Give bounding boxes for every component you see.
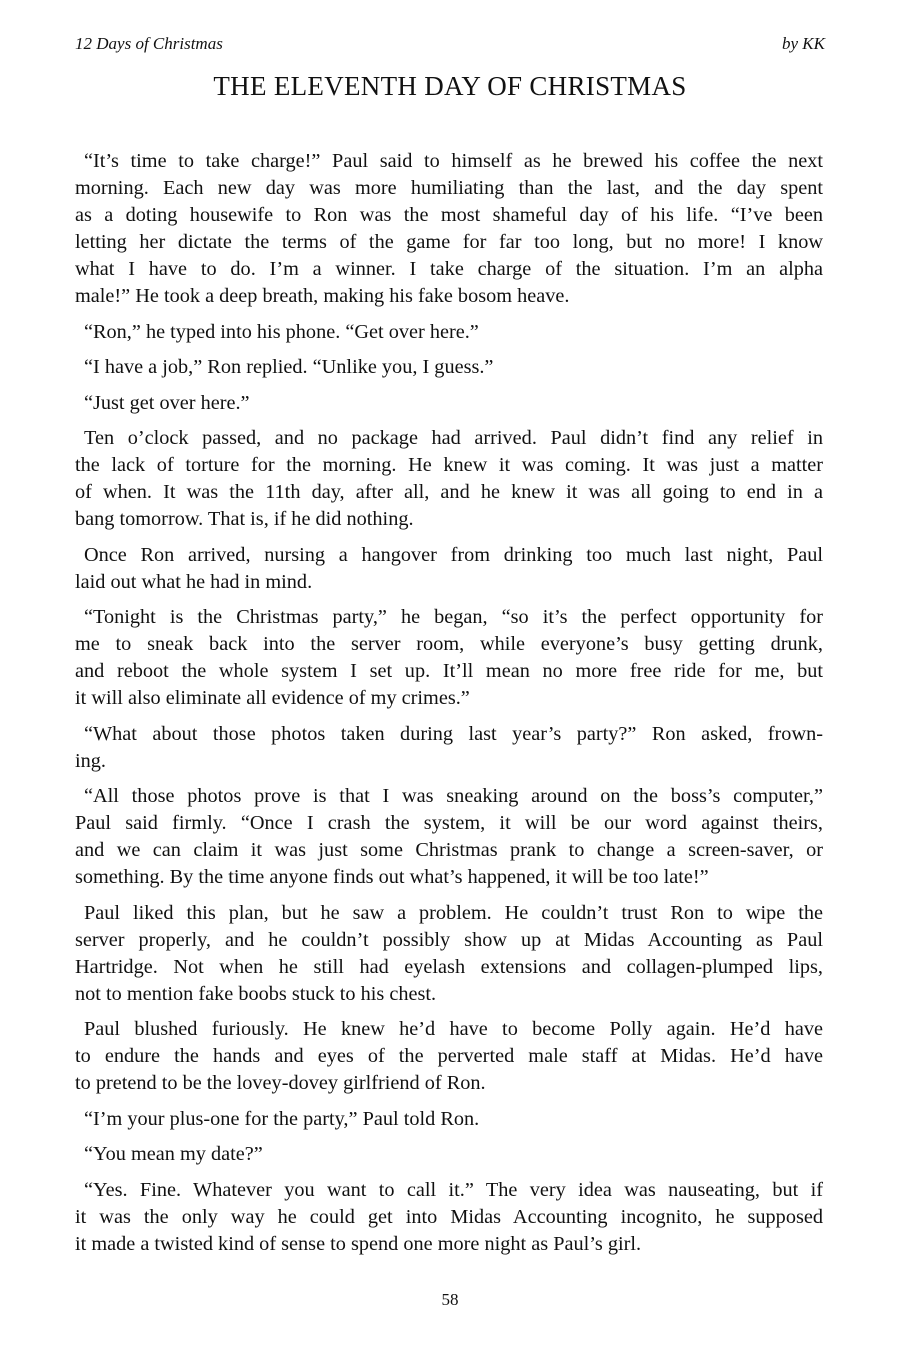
paragraph bbox=[75, 319, 823, 346]
text-line: to pretend to be the lovey-dovey girlfriend of Ron. bbox=[75, 1072, 486, 1094]
text-line: bang tomorrow. That is, if he did nothing. bbox=[75, 508, 414, 530]
paragraph bbox=[75, 390, 823, 417]
text-line: “Yes. Fine. Whatever you want to call it.” The very idea was nauseating, but if bbox=[84, 1178, 823, 1201]
author-credit: by KK bbox=[782, 34, 825, 53]
text-line: “What about those photos taken during last year’s party?” Ron asked, frown- bbox=[84, 722, 823, 745]
text-line: laid out what he had in mind. bbox=[75, 570, 313, 593]
text-line: “All those photos prove is that I was sneaking around on the boss’s computer,” bbox=[84, 785, 823, 807]
paragraph bbox=[75, 783, 823, 891]
paragraph bbox=[75, 1106, 823, 1133]
text-line: it made a twisted kind of sense to spend one more night as Paul’s girl. bbox=[75, 1232, 642, 1255]
text-line: Hartridge. Not when he still had eyelash extensions and collagen-plumped lips, bbox=[75, 955, 823, 978]
text-line: what I have to do. I’m a winner. I take charge of the situation. I’m an alpha bbox=[75, 258, 823, 280]
paragraph bbox=[75, 148, 823, 310]
paragraph bbox=[75, 604, 823, 712]
text-line: “It’s time to take charge!” Paul said to himself as he brewed his coffee the next bbox=[84, 150, 823, 172]
text-line: the lack of torture for the morning. He knew it was coming. It was just a matter bbox=[75, 454, 823, 476]
text-line: morning. Each new day was more humiliating than the last, and the day spent bbox=[75, 177, 823, 199]
paragraph bbox=[75, 1141, 823, 1168]
text-line: “Ron,” he typed into his phone. “Get over here.” bbox=[84, 320, 479, 343]
text-line: “I have a job,” Ron replied. “Unlike you, I guess.” bbox=[84, 356, 494, 378]
text-line: as a doting housewife to Ron was the most shameful day of his life. “I’ve been bbox=[75, 204, 823, 226]
text-line: not to mention fake boobs stuck to his chest. bbox=[75, 982, 437, 1005]
text-line: “I’m your plus-one for the party,” Paul told Ron. bbox=[84, 1107, 480, 1130]
text-line: of when. It was the 11th day, after all, and he knew it was all going to end in a bbox=[75, 481, 823, 503]
text-line: it will also eliminate all evidence of my crimes.” bbox=[75, 687, 470, 709]
text-line: to endure the hands and eyes of the perverted male staff at Midas. He’d have bbox=[75, 1045, 823, 1067]
text-line: “Just get over here.” bbox=[84, 391, 250, 414]
text-line: it was the only way he could get into Midas Accounting incognito, he supposed bbox=[75, 1205, 823, 1228]
text-line: letting her dictate the terms of the game for far too long, but no more! I know bbox=[75, 231, 823, 253]
text-line: something. By the time anyone finds out what’s happened, it will be too late!” bbox=[75, 866, 709, 888]
text-line: male!” He took a deep breath, making his fake bosom heave. bbox=[75, 285, 570, 307]
text-line: Paul liked this plan, but he saw a problem. He couldn’t trust Ron to wipe the bbox=[84, 901, 823, 924]
paragraph bbox=[75, 542, 823, 596]
text-line: server properly, and he couldn’t possibly show up at Midas Accounting as Paul bbox=[75, 928, 823, 951]
book-title: 12 Days of Christmas bbox=[75, 34, 223, 53]
chapter-title: THE ELEVENTH DAY OF CHRISTMAS bbox=[213, 71, 687, 101]
running-head bbox=[75, 34, 825, 58]
text-line: Ten o’clock passed, and no package had arrived. Paul didn’t find any relief in bbox=[84, 427, 823, 449]
text-line: me to sneak back into the server room, while everyone’s busy getting drunk, bbox=[75, 633, 823, 655]
text-line: and we can claim it was just some Christmas prank to change a screen-saver, or bbox=[75, 839, 823, 861]
paragraph bbox=[75, 900, 823, 1008]
paragraph bbox=[75, 1177, 823, 1258]
text-line: “You mean my date?” bbox=[84, 1143, 263, 1165]
text-line: ing. bbox=[75, 749, 106, 772]
paragraph bbox=[75, 354, 823, 381]
text-line: Paul said firmly. “Once I crash the system, it will be our word against theirs, bbox=[75, 812, 823, 834]
text-line: Paul blushed furiously. He knew he’d have to become Polly again. He’d have bbox=[84, 1018, 823, 1040]
text-line: and reboot the whole system I set up. It’ll mean no more free ride for me, but bbox=[75, 660, 823, 682]
paragraph bbox=[75, 1016, 823, 1097]
text-line: Once Ron arrived, nursing a hangover from drinking too much last night, Paul bbox=[84, 543, 823, 566]
body-text bbox=[75, 148, 823, 1266]
paragraph bbox=[75, 721, 823, 775]
text-line: “Tonight is the Christmas party,” he began, “so it’s the perfect opportunity for bbox=[84, 606, 823, 628]
paragraph bbox=[75, 425, 823, 533]
page-number: 58 bbox=[441, 1290, 459, 1309]
